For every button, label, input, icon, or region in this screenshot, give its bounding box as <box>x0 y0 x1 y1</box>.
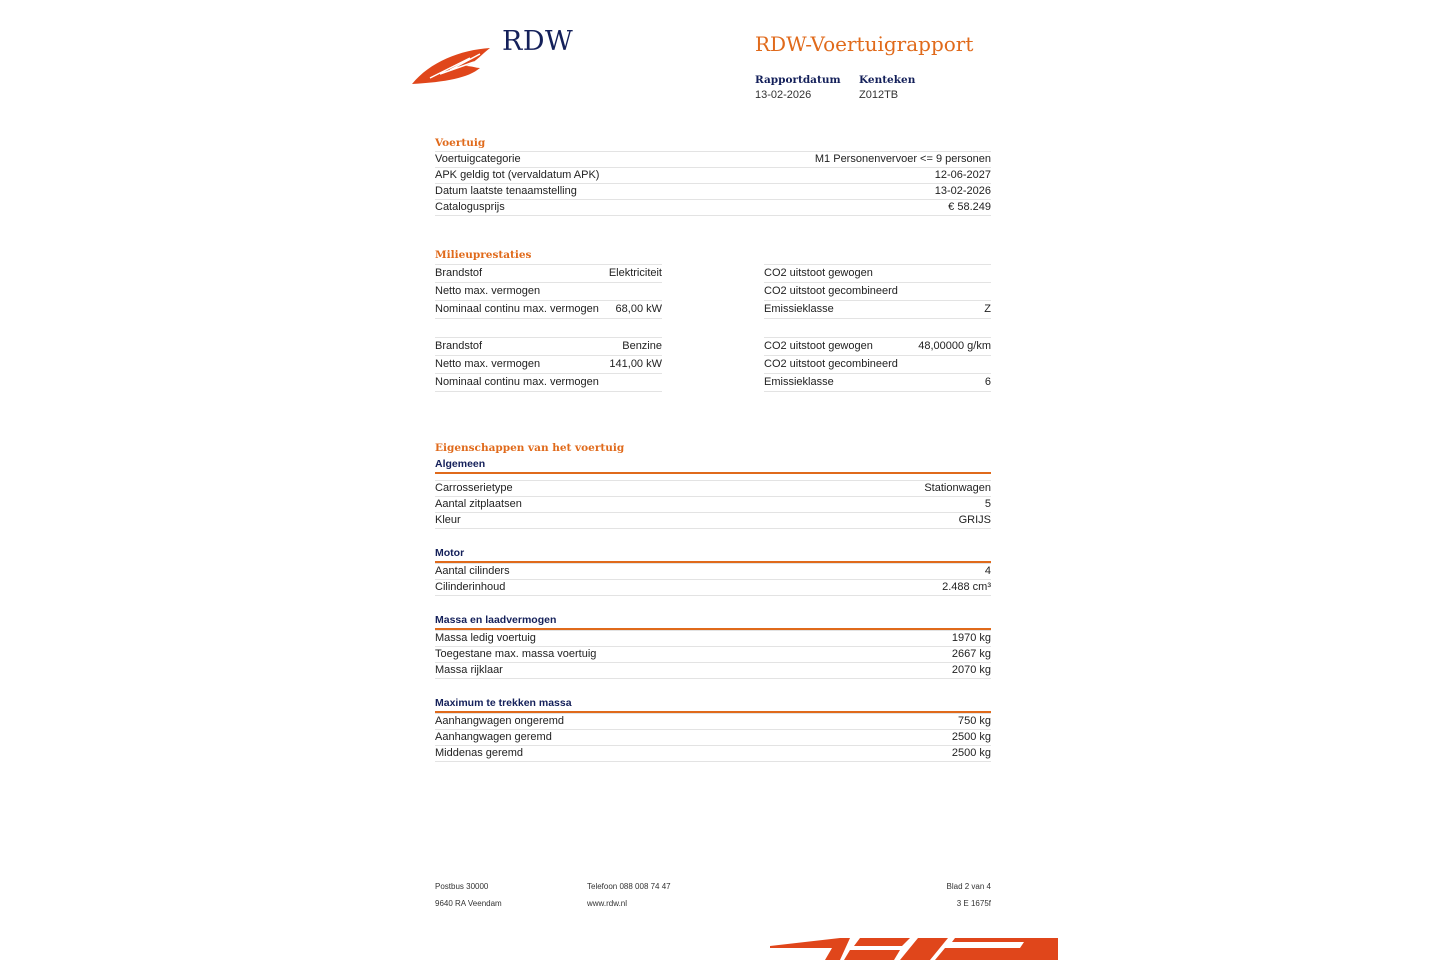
plate-block <box>859 73 915 103</box>
rdw-stripes-graphic <box>770 934 1060 960</box>
env-row <box>435 282 662 300</box>
table-row <box>435 646 991 662</box>
env-label: Brandstof <box>435 340 483 352</box>
row-value: 750 kg <box>957 715 991 727</box>
row-label: Voertuigcategorie <box>435 153 521 165</box>
report-date-block <box>755 73 841 103</box>
row-value: 13-02-2026 <box>934 185 991 197</box>
row-label: Catalogusprijs <box>435 201 505 213</box>
logo-text: RDW <box>502 26 574 57</box>
row-value: GRIJS <box>958 514 991 526</box>
vehicle-section-title: Voertuig <box>435 137 486 149</box>
env-value: Elektriciteit <box>608 267 662 279</box>
env-label: CO2 uitstoot gewogen <box>764 267 873 279</box>
env-row <box>435 300 662 319</box>
report-title: RDW-Voertuigrapport <box>755 32 974 56</box>
footer-code: 3 E 1675f <box>956 899 991 908</box>
env-label: CO2 uitstoot gewogen <box>764 340 873 352</box>
env-row <box>435 373 662 392</box>
env-row <box>764 337 991 355</box>
row-label: Cilinderinhoud <box>435 581 506 593</box>
footer-city: 9640 RA Veendam <box>435 899 502 908</box>
row-value: 2667 kg <box>951 648 991 660</box>
row-value: M1 Personenvervoer <= 9 personen <box>814 153 991 165</box>
row-value: 2500 kg <box>951 747 991 759</box>
properties-section-title: Eigenschappen van het voertuig <box>435 442 625 454</box>
environment-section-title: Milieuprestaties <box>435 249 532 261</box>
vehicle-section <box>435 135 991 216</box>
plate-label: Kenteken <box>859 74 916 86</box>
properties-group-mass <box>435 612 991 679</box>
row-value: 2.488 cm³ <box>942 581 991 593</box>
table-row <box>435 579 991 596</box>
footer-web-link[interactable]: www.rdw.nl <box>587 899 628 908</box>
env-value: 48,00000 g/km <box>918 340 991 352</box>
row-label: Carrosserietype <box>435 482 513 494</box>
env-value: Z <box>984 303 991 315</box>
group-title: Massa en laadvermogen <box>435 612 991 630</box>
env-row <box>764 355 991 373</box>
row-label: Massa ledig voertuig <box>435 632 536 644</box>
env-label: Netto max. vermogen <box>435 285 541 297</box>
table-row <box>435 496 991 512</box>
environment-right-column <box>764 264 991 319</box>
rdw-feather-logo <box>410 44 494 86</box>
env-label: CO2 uitstoot gecombineerd <box>764 358 898 370</box>
footer-page-info <box>880 878 991 912</box>
row-label: Aanhangwagen geremd <box>435 731 552 743</box>
env-value: Benzine <box>622 340 662 352</box>
env-label: Nominaal continu max. vermogen <box>435 303 599 315</box>
row-value: € 58.249 <box>948 201 991 213</box>
row-label: Aantal zitplaatsen <box>435 498 522 510</box>
env-row <box>435 355 662 373</box>
row-label: Aanhangwagen ongeremd <box>435 715 565 727</box>
env-row <box>435 337 662 355</box>
env-value: 6 <box>984 376 991 388</box>
footer-phone: Telefoon 088 008 74 47 <box>587 882 671 891</box>
row-label: Toegestane max. massa voertuig <box>435 648 597 660</box>
footer-page-number: Blad 2 van 4 <box>946 882 991 891</box>
env-row <box>764 282 991 300</box>
report-date-label: Rapportdatum <box>755 74 841 86</box>
table-row <box>435 662 991 679</box>
table-row <box>435 199 991 216</box>
group-title: Motor <box>435 545 991 563</box>
footer-contact <box>587 878 671 912</box>
row-label: Massa rijklaar <box>435 664 503 676</box>
report-date-value: 13-02-2026 <box>755 89 812 101</box>
row-label: Aantal cilinders <box>435 565 510 577</box>
env-label: Netto max. vermogen <box>435 358 541 370</box>
plate-value: Z012TB <box>859 89 899 101</box>
row-label: APK geldig tot (vervaldatum APK) <box>435 169 600 181</box>
row-label: Datum laatste tenaamstelling <box>435 185 577 197</box>
env-value: 141,00 kW <box>609 358 662 370</box>
env-label: Emissieklasse <box>764 376 834 388</box>
env-label: Emissieklasse <box>764 303 834 315</box>
environment-left-column <box>435 337 662 392</box>
env-value: 68,00 kW <box>615 303 662 315</box>
row-value: 2070 kg <box>951 664 991 676</box>
row-value: 12-06-2027 <box>934 169 991 181</box>
properties-section <box>435 440 991 778</box>
environment-block-electric <box>435 264 991 319</box>
properties-group-general <box>435 456 991 529</box>
properties-group-towing <box>435 695 991 762</box>
env-row <box>435 264 662 282</box>
row-value: 1970 kg <box>951 632 991 644</box>
table-row <box>435 563 991 579</box>
table-row <box>435 512 991 529</box>
row-value: Stationwagen <box>924 482 991 494</box>
footer-address <box>435 878 502 912</box>
environment-block-petrol <box>435 337 991 392</box>
table-row <box>435 151 991 167</box>
row-value: 2500 kg <box>951 731 991 743</box>
env-row <box>764 373 991 392</box>
env-label: Brandstof <box>435 267 483 279</box>
table-row <box>435 729 991 745</box>
environment-left-column <box>435 264 662 319</box>
table-row <box>435 713 991 729</box>
env-label: Nominaal continu max. vermogen <box>435 376 599 388</box>
table-row <box>435 745 991 762</box>
env-label: CO2 uitstoot gecombineerd <box>764 285 898 297</box>
table-row <box>435 480 991 496</box>
row-label: Middenas geremd <box>435 747 524 759</box>
env-row <box>764 264 991 282</box>
group-title: Maximum te trekken massa <box>435 695 991 713</box>
vehicle-table <box>435 151 991 216</box>
group-title: Algemeen <box>435 456 991 474</box>
table-row <box>435 183 991 199</box>
footer-postbus: Postbus 30000 <box>435 882 489 891</box>
table-row <box>435 167 991 183</box>
environment-section <box>435 247 991 410</box>
row-label: Kleur <box>435 514 461 526</box>
properties-group-motor <box>435 545 991 596</box>
env-row <box>764 300 991 319</box>
row-value: 4 <box>984 565 991 577</box>
environment-right-column <box>764 337 991 392</box>
row-value: 5 <box>984 498 991 510</box>
table-row <box>435 630 991 646</box>
